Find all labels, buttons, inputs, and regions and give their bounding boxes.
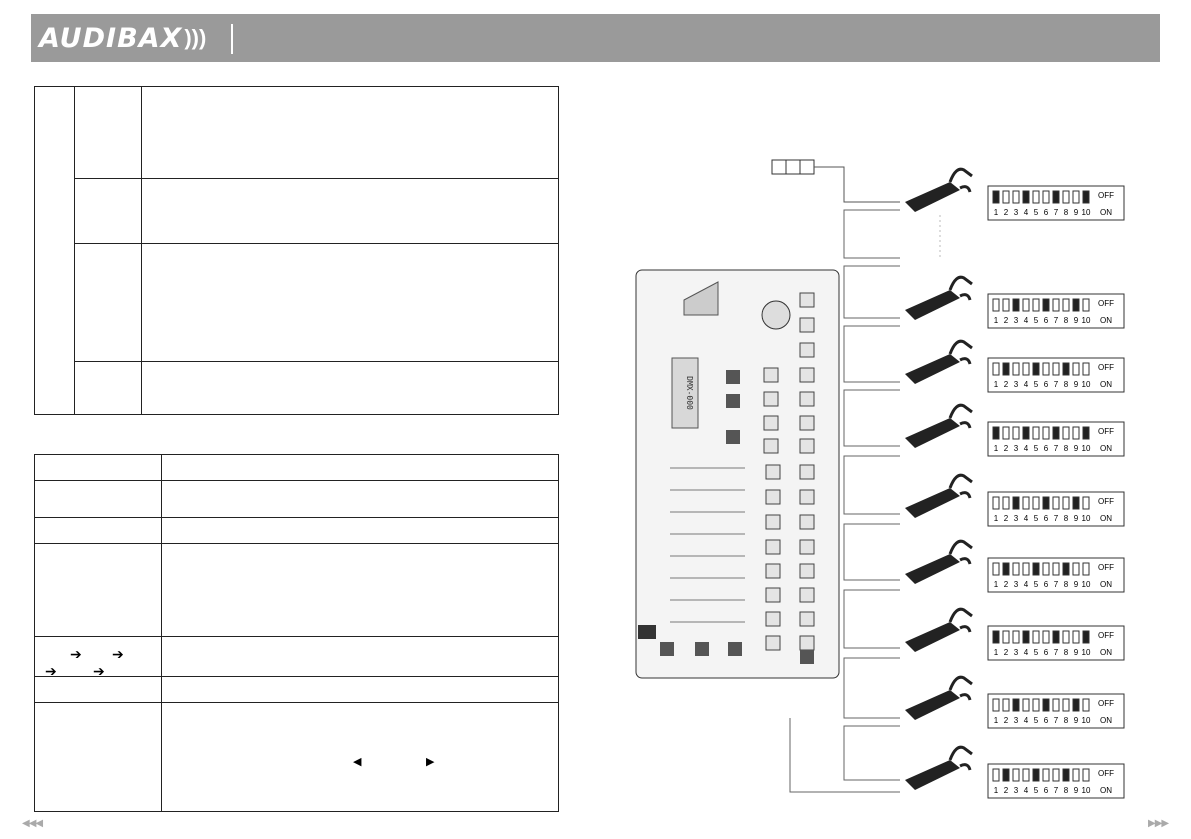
dip-switch-number: 5 [1033, 716, 1039, 725]
dip-switch-number: 9 [1073, 716, 1079, 725]
dip-switch-number: 2 [1003, 208, 1009, 217]
moving-head-fixture-icon [905, 609, 972, 652]
dip-switch-number: 5 [1033, 648, 1039, 657]
dip-switch-block [988, 764, 1124, 798]
dip-switch [1083, 769, 1089, 781]
dip-switch-number: 1 [993, 716, 999, 725]
dip-switch [1023, 699, 1029, 711]
dip-switch [1003, 427, 1009, 439]
dip-switch-number: 10 [1081, 514, 1091, 523]
dip-switch-number: 6 [1043, 444, 1049, 453]
header-divider [231, 24, 233, 54]
table-cell [75, 179, 142, 244]
dip-switch [1083, 497, 1089, 509]
function-table-bottom [34, 454, 559, 812]
dip-switch [1083, 631, 1089, 643]
dip-switch [1023, 299, 1029, 311]
sound-waves-icon: ))) [184, 25, 207, 50]
dip-switch [1003, 497, 1009, 509]
moving-head-fixture-icon [905, 541, 972, 584]
dip-switch [1003, 563, 1009, 575]
dip-switch-number: 7 [1053, 208, 1059, 217]
dip-switch [1033, 497, 1039, 509]
controller-display: DMX-000 [685, 376, 694, 410]
table-cell [35, 544, 162, 637]
dip-switch [1023, 563, 1029, 575]
dip-switch-block [988, 626, 1124, 660]
table-cell [35, 518, 162, 544]
dip-switch [1063, 699, 1069, 711]
dip-switch-number: 4 [1023, 716, 1029, 725]
dip-switch-number: 1 [993, 786, 999, 795]
table-cell [75, 87, 142, 179]
dip-switch-number: 2 [1003, 648, 1009, 657]
dip-switch-block [988, 358, 1124, 392]
table-cell [75, 244, 142, 362]
dip-switch-number: 4 [1023, 580, 1029, 589]
dip-switch-number: 8 [1063, 580, 1069, 589]
table-cell [142, 362, 559, 415]
dip-switch [1083, 427, 1089, 439]
brand-logo [39, 20, 206, 56]
dip-switch-number: 2 [1003, 316, 1009, 325]
dip-switch-number: 6 [1043, 716, 1049, 725]
dip-switch [1033, 699, 1039, 711]
dip-switch [1043, 427, 1049, 439]
dip-switch-number: 6 [1043, 380, 1049, 389]
dip-switch-block [988, 422, 1124, 456]
dip-switch-number: 1 [993, 580, 999, 589]
table-cell [162, 518, 559, 544]
moving-head-fixture-icon [905, 341, 972, 384]
dip-switch [1043, 699, 1049, 711]
table-cell [162, 677, 559, 703]
dip-switch [1073, 563, 1079, 575]
dip-switch-number: 10 [1081, 208, 1091, 217]
dip-switch [1073, 769, 1079, 781]
dip-switch [1053, 427, 1059, 439]
dip-switch-number: 2 [1003, 514, 1009, 523]
dip-switch-number: 5 [1033, 444, 1039, 453]
dip-switch-number: 8 [1063, 380, 1069, 389]
dip-switch [1023, 191, 1029, 203]
dip-switch-number: 3 [1013, 208, 1019, 217]
dip-switch-number: 3 [1013, 514, 1019, 523]
dip-switch [993, 769, 999, 781]
dip-on-label: ON [1100, 716, 1112, 725]
next-page-icon[interactable]: ▶▶▶ [1148, 818, 1169, 829]
dip-switch-number: 1 [993, 444, 999, 453]
dip-switch-number: 7 [1053, 316, 1059, 325]
dip-switch-number: 1 [993, 648, 999, 657]
dip-switch-number: 5 [1033, 316, 1039, 325]
dip-switch-number: 7 [1053, 444, 1059, 453]
dip-switch [1033, 563, 1039, 575]
dip-switch [1053, 497, 1059, 509]
dip-switch-number: 5 [1033, 580, 1039, 589]
dip-switch [993, 427, 999, 439]
dip-switch [1043, 769, 1049, 781]
dip-switch [1033, 769, 1039, 781]
dip-switch [1083, 363, 1089, 375]
table-cell [35, 455, 162, 481]
dip-on-label: ON [1100, 444, 1112, 453]
dip-switch [1053, 631, 1059, 643]
dip-switch-number: 3 [1013, 716, 1019, 725]
dip-switch-number: 4 [1023, 648, 1029, 657]
dip-off-label: OFF [1098, 631, 1114, 640]
dip-switch [1063, 427, 1069, 439]
dip-off-label: OFF [1098, 299, 1114, 308]
dip-switch-number: 9 [1073, 316, 1079, 325]
dip-switch-number: 5 [1033, 208, 1039, 217]
dip-switch-number: 2 [1003, 380, 1009, 389]
dip-switch-number: 1 [993, 316, 999, 325]
dip-switch-number: 6 [1043, 648, 1049, 657]
dip-switch [1053, 191, 1059, 203]
dip-switch [1013, 299, 1019, 311]
table-cell [75, 362, 142, 415]
dip-switch [1003, 631, 1009, 643]
dip-switch-number: 4 [1023, 444, 1029, 453]
dip-switch [1073, 699, 1079, 711]
dip-switch-number: 9 [1073, 208, 1079, 217]
dip-on-label: ON [1100, 786, 1112, 795]
fixture-list [905, 169, 1124, 798]
dip-switch-number: 9 [1073, 380, 1079, 389]
table-cell [35, 677, 162, 703]
dip-switch-number: 10 [1081, 444, 1091, 453]
dmx-connection-diagram [600, 130, 1160, 810]
arrow-right-icon: ➔ [112, 646, 124, 662]
dip-switch-number: 5 [1033, 514, 1039, 523]
dip-switch [1033, 427, 1039, 439]
dip-switch-number: 10 [1081, 786, 1091, 795]
table-cell [35, 481, 162, 518]
dip-switch-number: 9 [1073, 786, 1079, 795]
dip-on-label: ON [1100, 380, 1112, 389]
dip-switch [1033, 191, 1039, 203]
dip-switch-number: 1 [993, 208, 999, 217]
dip-switch [1013, 699, 1019, 711]
dip-switch [1043, 497, 1049, 509]
dip-switch-number: 5 [1033, 786, 1039, 795]
arrow-right-icon: ➔ [70, 646, 82, 662]
dip-switch-number: 2 [1003, 444, 1009, 453]
dip-switch [993, 699, 999, 711]
table-cell [35, 87, 75, 415]
dip-switch [1083, 299, 1089, 311]
moving-head-fixture-icon [905, 747, 972, 790]
dip-switch-block [988, 694, 1124, 728]
dip-switch-number: 4 [1023, 380, 1029, 389]
dip-switch [1083, 563, 1089, 575]
dip-switch [1013, 563, 1019, 575]
dip-switch [1043, 363, 1049, 375]
dip-switch [1023, 363, 1029, 375]
dip-switch-number: 8 [1063, 444, 1069, 453]
dip-switch [1073, 363, 1079, 375]
dip-switch-number: 2 [1003, 786, 1009, 795]
dip-switch [993, 191, 999, 203]
dip-switch [1073, 191, 1079, 203]
dip-on-label: ON [1100, 514, 1112, 523]
dip-switch [1073, 299, 1079, 311]
dip-switch [993, 363, 999, 375]
dip-switch [1063, 191, 1069, 203]
dmx-connector-icon [772, 160, 900, 202]
dip-switch-number: 9 [1073, 444, 1079, 453]
function-table-top [34, 86, 559, 415]
dip-switch-number: 10 [1081, 648, 1091, 657]
dip-switch [1063, 363, 1069, 375]
triangle-left-icon: ◀ [353, 756, 362, 768]
dip-switch [1013, 497, 1019, 509]
dip-switch-number: 6 [1043, 786, 1049, 795]
dip-switch-number: 7 [1053, 580, 1059, 589]
dip-switch [1043, 563, 1049, 575]
dip-off-label: OFF [1098, 427, 1114, 436]
dip-switch [1033, 363, 1039, 375]
dip-switch-number: 4 [1023, 786, 1029, 795]
dip-switch-number: 8 [1063, 786, 1069, 795]
dip-switch-number: 3 [1013, 648, 1019, 657]
dip-switch [1073, 427, 1079, 439]
dip-switch [993, 497, 999, 509]
dip-switch-number: 8 [1063, 316, 1069, 325]
dip-switch [1053, 363, 1059, 375]
dip-switch [1063, 299, 1069, 311]
table-cell [162, 544, 559, 637]
dip-switch-number: 1 [993, 514, 999, 523]
dip-switch-number: 6 [1043, 208, 1049, 217]
arrow-right-icon: ➔ [93, 663, 105, 679]
dip-off-label: OFF [1098, 497, 1114, 506]
dip-switch-number: 3 [1013, 444, 1019, 453]
dip-on-label: ON [1100, 648, 1112, 657]
dip-off-label: OFF [1098, 563, 1114, 572]
dip-switch [1003, 699, 1009, 711]
dip-switch [1053, 769, 1059, 781]
dip-switch [1043, 191, 1049, 203]
dip-switch [1033, 299, 1039, 311]
dip-switch [1073, 631, 1079, 643]
table-cell [142, 87, 559, 179]
dip-switch [1023, 497, 1029, 509]
dip-switch-number: 4 [1023, 208, 1029, 217]
dip-switch-number: 8 [1063, 208, 1069, 217]
dip-switch-number: 6 [1043, 514, 1049, 523]
header-bar [31, 14, 1160, 62]
dip-switch-number: 3 [1013, 786, 1019, 795]
table-cell [162, 455, 559, 481]
table-cell [142, 179, 559, 244]
moving-head-fixture-icon [905, 475, 972, 518]
dip-switch-number: 7 [1053, 716, 1059, 725]
dip-switch [1013, 631, 1019, 643]
dip-switch-number: 2 [1003, 716, 1009, 725]
moving-head-fixture-icon [905, 405, 972, 448]
dip-switch [1063, 769, 1069, 781]
dip-switch-number: 7 [1053, 648, 1059, 657]
dip-off-label: OFF [1098, 699, 1114, 708]
dip-switch-number: 4 [1023, 316, 1029, 325]
dip-switch [1063, 563, 1069, 575]
dip-switch [1003, 191, 1009, 203]
moving-head-fixture-icon [905, 677, 972, 720]
dip-switch-number: 8 [1063, 514, 1069, 523]
dip-switch [1063, 497, 1069, 509]
dip-switch-number: 6 [1043, 316, 1049, 325]
dip-off-label: OFF [1098, 769, 1114, 778]
dip-switch-number: 10 [1081, 716, 1091, 725]
dip-switch [1053, 563, 1059, 575]
dip-switch [1003, 363, 1009, 375]
table-cell [35, 703, 162, 812]
brand-name: AUDIBAX [39, 22, 183, 54]
dip-switch [1073, 497, 1079, 509]
dip-switch-number: 7 [1053, 380, 1059, 389]
dip-on-label: ON [1100, 208, 1112, 217]
dip-switch-number: 3 [1013, 580, 1019, 589]
dip-switch-number: 4 [1023, 514, 1029, 523]
dip-switch [1053, 299, 1059, 311]
dmx-controller-illustration [636, 270, 839, 678]
dip-off-label: OFF [1098, 191, 1114, 200]
dip-switch-block [988, 558, 1124, 592]
dip-switch-number: 10 [1081, 580, 1091, 589]
moving-head-fixture-icon [905, 169, 972, 212]
dip-switch [1013, 191, 1019, 203]
dip-switch [1013, 427, 1019, 439]
dip-switch-number: 2 [1003, 580, 1009, 589]
dip-switch-number: 9 [1073, 514, 1079, 523]
dip-switch [993, 563, 999, 575]
dip-switch-block [988, 492, 1124, 526]
dip-switch-number: 8 [1063, 716, 1069, 725]
dip-switch [1053, 699, 1059, 711]
dip-switch [993, 299, 999, 311]
arrow-right-icon: ➔ [45, 663, 57, 679]
dip-switch-number: 5 [1033, 380, 1039, 389]
dip-on-label: ON [1100, 316, 1112, 325]
dip-switch-number: 7 [1053, 514, 1059, 523]
dip-switch [1003, 299, 1009, 311]
dip-switch-number: 10 [1081, 316, 1091, 325]
dip-switch [1033, 631, 1039, 643]
dip-switch [1043, 631, 1049, 643]
moving-head-fixture-icon [905, 277, 972, 320]
dip-switch [1083, 191, 1089, 203]
dip-switch-block [988, 294, 1124, 328]
dip-off-label: OFF [1098, 363, 1114, 372]
dip-switch-block [988, 186, 1124, 220]
dip-switch-number: 3 [1013, 316, 1019, 325]
dip-switch [1013, 769, 1019, 781]
dip-switch [993, 631, 999, 643]
dip-switch [1003, 769, 1009, 781]
dip-switch-number: 1 [993, 380, 999, 389]
dip-switch [1083, 699, 1089, 711]
prev-page-icon[interactable]: ◀◀◀ [22, 818, 43, 829]
table-cell [142, 244, 559, 362]
dip-switch [1023, 769, 1029, 781]
dip-switch-number: 9 [1073, 648, 1079, 657]
dip-switch [1013, 363, 1019, 375]
dip-switch [1023, 631, 1029, 643]
dip-switch-number: 10 [1081, 380, 1091, 389]
table-cell [162, 481, 559, 518]
dip-switch-number: 6 [1043, 580, 1049, 589]
triangle-right-icon: ▶ [426, 756, 435, 768]
dip-switch-number: 3 [1013, 380, 1019, 389]
dip-switch [1063, 631, 1069, 643]
table-cell [162, 637, 559, 677]
dip-switch-number: 8 [1063, 648, 1069, 657]
dip-switch-number: 7 [1053, 786, 1059, 795]
dip-switch [1023, 427, 1029, 439]
dip-switch-number: 9 [1073, 580, 1079, 589]
dip-switch [1043, 299, 1049, 311]
dip-on-label: ON [1100, 580, 1112, 589]
